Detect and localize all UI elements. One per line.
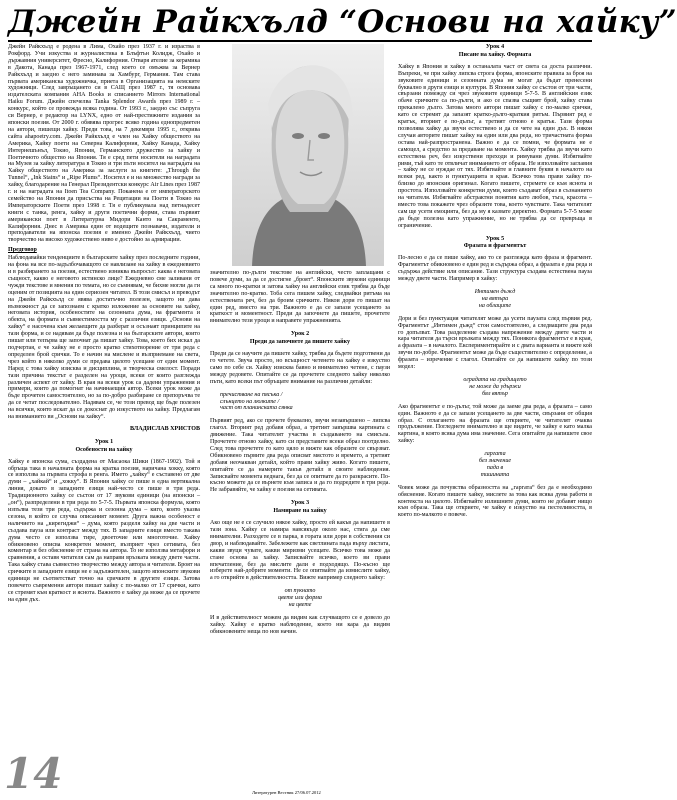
column-3	[398, 44, 592, 792]
portrait-image	[232, 44, 384, 266]
lesson-3-subtitle: Намиране на хайку	[273, 508, 327, 515]
footer-publication: Литературен Вестник 27/06.07.2012	[252, 790, 321, 795]
lesson-5-text-2: Дори и без пунктуация читателят може да усети паузата след първия ред. Фрагментът „Интимен дъжд“ стои самостоятелно, а следващите два реда го допълват. Това разделение създава напрежение между двете части и кара читателя да търси връзката между тях. Понякога фрагментът е в края, а фразата – в началото. Експериментирайте и с двата варианта и вижте кой звучи по-добре. Фрагментът може да бъде съществително с определение, а фразата – изречение с глагол. Опитайте се да напишете хайку по този модел:	[398, 315, 592, 371]
preface-text: Наблюдавайки тенденциите в българските хайку през последните години, на фона на все по-задълбочаващото се навлизане на хайку в ежедневието и в разбирането за поезия, естествено изниква въпросът: каква е неговата същност, какво е неговото истинско лице? Ежедневно сме заливани от чужди текстове и мнения по темата, но се съмнявам, че бихме могли да ги оценим от позицията на един сериозен читател. В този смисъл и преводът на Джейн Райкхълд се явява достатъчно полезен, защото ни дава възможност да се запознаем с кратко изложение за основите на хайку, неговата история, особеностите на сезонната дума, на фрагмента и обекта, на формата и съвместимостта му с различни езици. „Основи на хайку“ е насочена към желаещите да разберат и осъзнаят принципите на тази форма, и се надявам да бъде полезна и на българските автори, които пишат или тепърва ще започнат да пишат хайку. Това, което бих искал да подчертая, е че хайку не е просто кратко стихотворение от три реда с определен брой срички. То е начин на мислене и възприемане на света, чрез който в няколко думи се предава цялото усещане от един момент. Наред с това хайку изисква и дисциплина, и творческа смелост. Поради тази причина текстът е разделен на уроци, всеки от които разглежда различен аспект от хайку. В края на всеки урок са дадени упражнения и примери, които да помогнат на начинаещия автор. Всеки урок може да бъде прочетен самостоятелно, но за по-добро разбиране се препоръчва те да се четат последователно. Надявам се, че този превод ще бъде полезен на всички, които искат да се докоснат до изкуството на хайку. Предлагам на вниманието ви „Основи на хайку“.	[8, 255, 200, 421]
translator-name: ВЛАДИСЛАВ ХРИСТОВ	[130, 425, 200, 432]
lesson-4-text: Хайку в Япония и хайку в останалата част от света са доста различни. Въпреки, че при хайку липсва строга форма, японските правила за броя на звуковите единици и сезонната дума не могат да бъдат пренесени буквално в други езици и култури. В Япония хайку се състои от три части, свързани помежду си чрез звуковите единици 5-7-5. В английския език обаче сричките са по-дълги, и ако се спазва същият брой, хайку става прекалено дълго. Затова много автори пишат хайку с по-малко срички, като се стремят да запазят кратко-дълго-краткия ритъм. Първият ред е кратък, вторият е по-дълъг, а третият отново е кратък. Тази форма позволява хайку да звучи естествено и да се чете на един дъх. В някои случаи авторите пишат хайку на един или два реда, но тричастната форма остава най-разпространена. Важно е да се помни, че формата не е самоцел, а средство за предаване на момента. Хайку трябва да звучи като естествена реч, без изкуствени преходи и римувани думи. Избягвайте рими, тъй като те отвличат вниманието от образа. Не използвайте заглавия – хайку не се нуждае от тях. Избягвайте и главните букви в началото на всеки ред, както и пунктуацията в края. Всичко това прави хайку по-близко до японския оригинал. Когато пишете, стремете се към яснота и простота. Използвайте конкретни думи, които създават образ в съзнанието на читателя. Избягвайте абстрактни понятия като любов, тъга, красота – вместо това покажете чрез образите това, което чувствате. Така читателят сам ще усети емоцията, без да му я казвате директно. Формата 5-7-5 може да бъде полезна като упражнение, но не трябва да се превръща в ограничение.	[398, 63, 592, 229]
lesson-1-subtitle: Особености на хайку	[75, 446, 133, 453]
page-number: 14	[4, 749, 63, 798]
page-title: Джейн Райкхълд “Основи на хайку”	[8, 4, 677, 40]
author-bio: Джейн Райкхълд е родена в Лима, Охайо през 1937 г. и израства в Рокфорд. Учи изкуства и журналистика в Блъфтън Колидж, Охайо и държавния университет, Фресно, Калифорния. Отваря ателие за керамика в Дакота, Канада през 1967-1971, след което се омъжва за Вернер Райкхълд и заедно с него заминава за Хамбург, Германия. Там става първата американска художничка, приета в Организацията на немските художници. След завръщането си в САЩ през 1987 г., тя основава издателската компания AHA Books и списанието Mirrors International Haiku Forum. Джейн спечелва Tanka Splendor Awards през 1989 г. – конкурс, който се провежда всяка година. От 1993 г., заедно със съпруга си Вернер, е редактор на LYNX, едно от най-престижните издания за японски поезия. От 2000 г. обявява прогрес всяко година еднопредметен на автори, пишещи хайку. Преди това, на 7 декември 1995 г., открива сайта ahapoetry.com. Джейн Райкхълд е член на Хайку обществото на Америка, Хайку поети на Северна Калифорния, Хайку Канада, Хайку Интернешънъл, Токио, Япония, Германското дружество за хайку и Поетичното общество на Япония. Тя е сред пети носители на наградата на Музея за хайку литература в Токио и три пъти носител на наградата на Хайку обществото на Америка за заслуги за книгите: „Тhrough the Tunnel“, „Ink Stains“ и „Ripe Plums“. Носител е и на множество награди за хайку, благодарение на Генерал Президентски конкурс Air Lines през 1987 г. и на наградата на Itoen Tea Company. Поканена е от императорското семейство на Япония да присъства на Рецитации на Поети в Токио на Императорските Поети през 1998 г. Тя е публикувала над петнадесет книги с танка, ренга, хайку и други поетични форми, става първият американски поет в Литературна Мидори Канто на Сакраменто, Калифорния. Днес в Америка един от водещите познавачи, издатели и преподаватели на японска поезия е именно Джейн Райкхълд, чието творчество на високо художествено ниво е достойно за адмирации.	[8, 44, 200, 244]
lesson-5-poem-1: Интимен дъжд на вятъра на облаците	[474, 289, 516, 309]
lesson-5-poem-2: оградата на градището не може да удържи бял вятър	[463, 376, 527, 397]
lesson-2-text: Преди да се научите да пишете хайку, трябва да бъдете подготвени да го четете. Звуча просто, но всъщност четенето на хайку е изкуство само по себе си. Хайку изисква бавно и внимателно четене, с паузи между редовете. Опитайте се да прочетете следното хайку няколко пъти, като всеки път обръщате внимание на различни детайли:	[210, 351, 390, 385]
column-2-continuation: значително по-дълги текстове на английски, често заплащани с повече думи, за да се достигне „броят“. Японските звукови единици са много по-кратки и затова хайку на английски език трябва да бъде значително по-кратко. Тоба сега пишем хайку, следвайки ритъма на естествената реч, без да броим сричките. Някои дори го пишат на един ред, вместо на три. Важното е да се запази усещането за краткост и моментност. Преди да започнете да пишете, прочетете внимателно тези уроци и направете упражненията.	[210, 270, 390, 325]
lesson-2-poem: пречистване на пясъка / слънцето на люлките / част от планинската сянка	[220, 391, 293, 412]
lesson-4-heading: Урок 4	[485, 44, 505, 50]
lesson-5-poem-3: гаргата без значение пада в тишината	[478, 451, 512, 478]
lesson-5-subtitle: Фразата и фрагментът	[463, 243, 527, 250]
preface-heading: Предговор	[8, 247, 37, 254]
lesson-5-text: По-лесно е да се пише хайку, ако то се разглежда като фраза и фрагмент. Фрагментът обикновено е един ред и съдържа образ, а фразата е два реда и съдържа действие или описание. Тази структура създава естествена пауза между двете части. Например в хайку:	[398, 255, 592, 283]
lesson-4-subtitle: Писане на хайку. Формата	[458, 51, 532, 58]
lesson-2-subtitle: Преди да започнете да пишете хайку	[249, 339, 351, 346]
lesson-3-text-continued: И в действителност можем да видим как случващото се е довело до хайку. Хайку е кратко наблюдение, което ни кара да видим обикновените неща по нов начин.	[210, 614, 390, 635]
title-rule	[8, 40, 592, 42]
lesson-2-heading: Урок 2	[290, 331, 310, 338]
column-2	[210, 270, 390, 792]
lesson-2-text-continued: Първият ред, ако се прочете буквално, звучи незавършено – липсва глагол. Вторият ред добавя образ, а третият завършва картината с движение. Така читателят участва в създаването на смисъла. Прочетете отново хайку, като си представите всеки образ поотделно. След това прочетете го като цяло и вижте как образите се свързват. Обикновено първите два реда описват мястото и времето, а третият добавя неочакван детайл, който прави хайку живо. Когато пишете, опитайте се да намерите такъв детайл в своите наблюдения. Записвайте момента веднага, без да се опитвате да го разкрасите. По-късно можете да се върнете към записа и да го подредите в три реда. Не забравяйте, че хайку е поезия на сетивата.	[210, 418, 390, 494]
lesson-1-text: Хайку е японска сума, създадена от Масаока Шики (1867-1902). Той я обръща така в началната форма на кратка поезия, наричана хокку, която се използва за първата строфа в ренга. Името „хайку“ е съставено от две думи – „хайкай“ и „хокку“. В Япония хайку се пише в една вертикална линия, докато в западните езици най-често се пише в три реда. Традиционното хайку се състои от 17 звукови единици (на японски – „он“), разпределени в три реда по 5-7-5. Първата японска формула, която изпълва тези три реда, съдържа и сезонна дума – киго, която указва сезона, в който се случва описаният момент. Друга важна особеност е наличието на „кирегиджи“ – дума, която разделя хайку на две части и създава пауза или контраст между тях. В западните езици вместо такава дума често се използва тире, двоеточие или многоточие. Хайку обикновено описва конкретен момент, възприет чрез сетивата, без коментар и без обяснение от страна на автора. То не използва метафори и сравнения, а оставя читателя сам да направи връзката между двете части. Така хайку става съвместно творчество между автора и читателя. Броят на сричките в западните езици не е задължителен, защото японските звукови единици не съответстват точно на сричките в другите езици. Затова повечето съвременни автори пишат хайку с по-малко от 17 срички, като се стремят към краткост и яснота. Важното е хайку да може да се прочете на един дъх.	[8, 458, 200, 603]
lesson-5-text-4: Човек може да почувства образността на „гаргата“ без да е необходимо обяснение. Когато пишете хайку, мислете за това как всяка дума работи в контекста на цялото. Избягвайте излишните думи, които не добавят нищо към образа. Така ще откриете, че хайку е изкуство на пестеливостта, в което по-малкото е повече.	[398, 484, 592, 519]
lesson-5-text-3: Ако фрагментът е по-дълъг, той може да заеме два реда, а фразата – само един. Важното е да се запази усещането за две части, свързани от общия образ. С отлагането на фразата ще откриете, че читателят очаква продължение. Погледнете внимателно и ще видите, че хайку е като малка картина, в която всяка дума има значение. Сега опитайте да напишете свое хайку:	[398, 403, 592, 445]
lesson-1-heading: Урок 1	[94, 438, 114, 445]
lesson-3-text: Ако още не е се случило някое хайку, просто ей какъв да напишете в тази зона. Хайку се намира навсякъде около нас, стига да сме внимателни. Разходете се в парка, в гората или дори в собствения си двор, и наблюдавайте. Забележете как светлината пада върху листата, какви звуци чувате, какви миризми усещате. Всичко това може да стане основа за хайку. Записвайте всичко, което ви прави впечатление, без да мислите дали е подходящо. По-късно ще изберете най-добрите моменти. Не се опитвайте да измислите хайку, а го открийте в действителността. Вижте например следното хайку:	[210, 520, 390, 582]
lesson-3-poem: от пукнато цвете или форма на цвете	[278, 588, 322, 609]
lesson-5-heading: Урок 5	[485, 235, 505, 242]
lesson-3-heading: Урок 3	[290, 500, 310, 507]
column-1	[8, 44, 200, 792]
author-portrait	[232, 44, 384, 266]
